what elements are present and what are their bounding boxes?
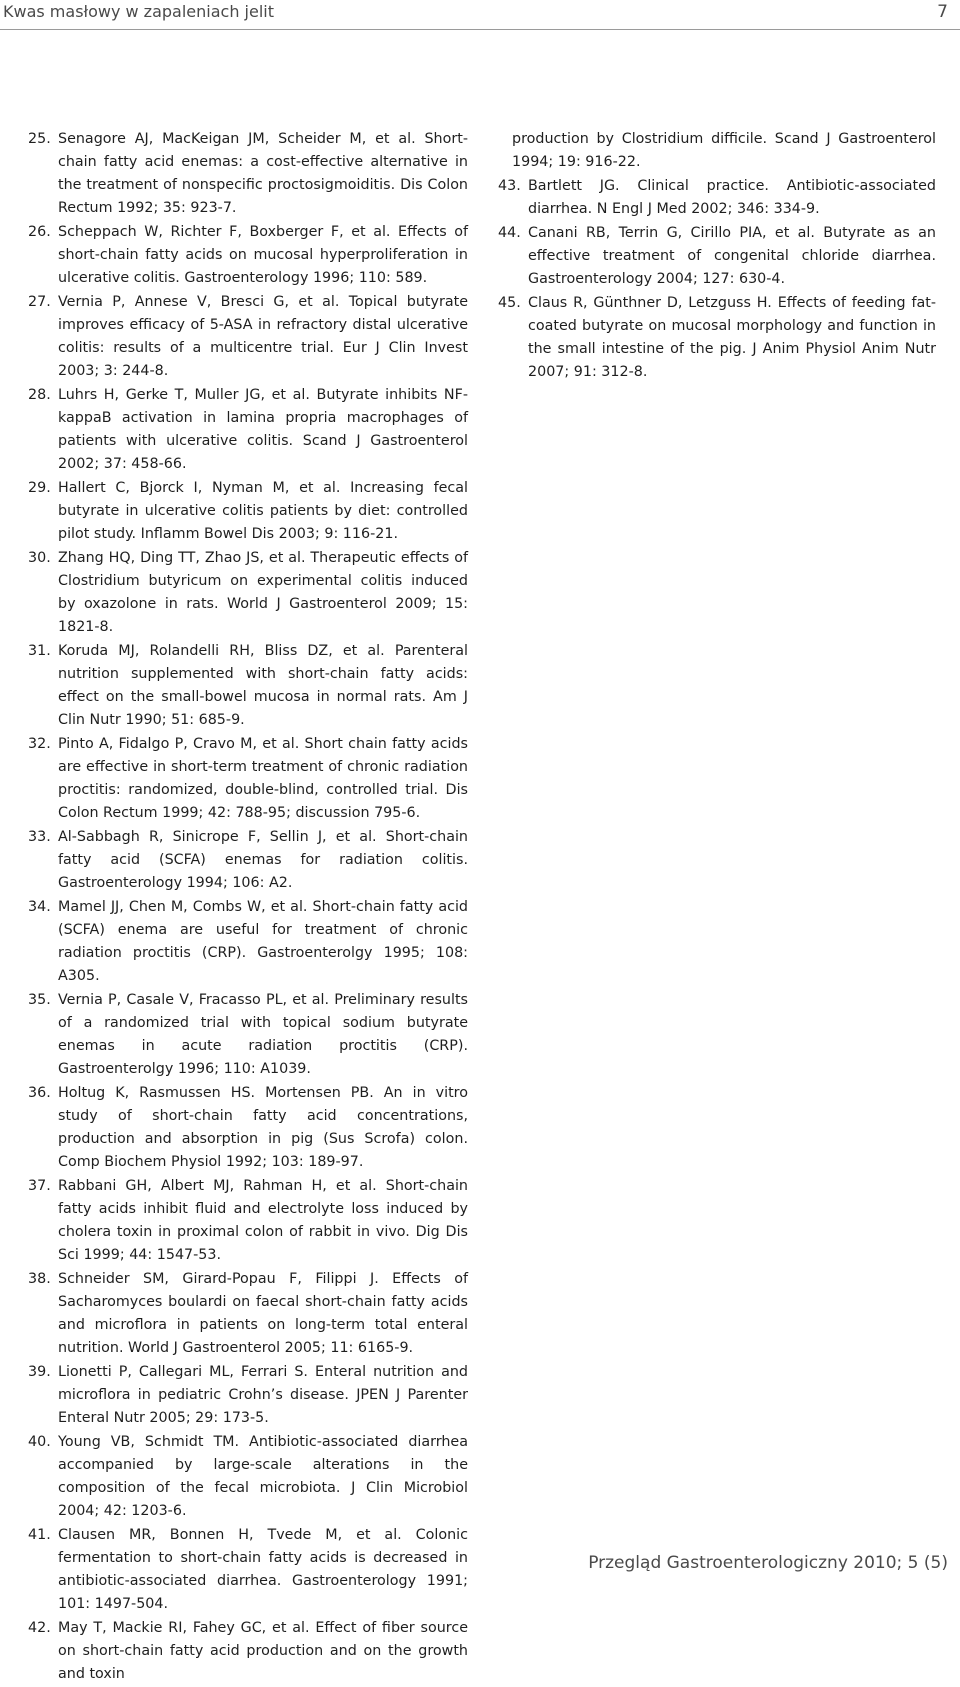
reference-text: Schneider SM, Girard-Popau F, Filippi J. Effects of Sacharomyces boulardi on faecal short-chain fatty acids and microflora in patients on long-term total enteral nutrition. World J Gastroenterol 2005; 11: 6165-9. — [58, 1271, 468, 1356]
reference-continuation — [498, 128, 936, 174]
header-rule — [0, 29, 960, 30]
reference-text: Luhrs H, Gerke T, Muller JG, et al. Butyrate inhibits NF-kappaB activation in lamina propria macrophages of patients with ulcerative colitis. Scand J Gastroenterol 2002; 37: 458-66. — [58, 387, 468, 472]
reference-number: 34. — [28, 899, 51, 915]
reference-number: 40. — [28, 1434, 51, 1450]
reference-number: 41. — [28, 1527, 51, 1543]
reference-item — [498, 292, 936, 384]
reference-number: 35. — [28, 992, 51, 1008]
reference-text: Zhang HQ, Ding TT, Zhao JS, et al. Therapeutic effects of Clostridium butyricum on experimental colitis induced by oxazolone in rats. World J Gastroenterol 2009; 15: 1821-8. — [58, 550, 468, 635]
reference-text: Rabbani GH, Albert MJ, Rahman H, et al. Short-chain fatty acids inhibit fluid and electrolyte loss induced by cholera toxin in proximal colon of rabbit in vivo. Dig Dis Sci 1999; 44: 1547-53. — [58, 1178, 468, 1263]
reference-item — [28, 1175, 468, 1267]
reference-item — [28, 826, 468, 895]
reference-text: Scheppach W, Richter F, Boxberger F, et al. Effects of short-chain fatty acids on mucosal hyperproliferation in ulcerative colitis. Gastroenterology 1996; 110: 589. — [58, 224, 468, 286]
reference-item — [28, 640, 468, 732]
reference-text: Hallert C, Bjorck I, Nyman M, et al. Increasing fecal butyrate in ulcerative colitis patients by diet: controlled pilot study. Inflamm Bowel Dis 2003; 9: 116-21. — [58, 480, 468, 542]
reference-number: 28. — [28, 387, 51, 403]
reference-number: 32. — [28, 736, 51, 752]
reference-text: production by Clostridium difficile. Scand J Gastroenterol 1994; 19: 916-22. — [512, 131, 936, 170]
reference-number: 25. — [28, 131, 51, 147]
reference-text: Bartlett JG. Clinical practice. Antibiotic-associated diarrhea. N Engl J Med 2002; 346: 334-9. — [528, 178, 936, 217]
references-left-column — [28, 128, 468, 1687]
reference-text: Vernia P, Casale V, Fracasso PL, et al. Preliminary results of a randomized trial with topical sodium butyrate enemas in acute radiation proctitis (CRP). Gastroenterolgy 1996; 110: A1039. — [58, 992, 468, 1077]
reference-text: May T, Mackie RI, Fahey GC, et al. Effect of fiber source on short-chain fatty acid production and on the growth and toxin — [58, 1620, 468, 1682]
reference-item — [28, 291, 468, 383]
reference-item — [28, 384, 468, 476]
reference-item — [28, 989, 468, 1081]
reference-item — [28, 1082, 468, 1174]
reference-number: 31. — [28, 643, 51, 659]
reference-number: 36. — [28, 1085, 51, 1101]
reference-number: 33. — [28, 829, 51, 845]
reference-text: Pinto A, Fidalgo P, Cravo M, et al. Short chain fatty acids are effective in short-term treatment of chronic radiation proctitis: randomized, double-blind, controlled trial. Dis Colon Rectum 1999; 42: 788-95; discussion 795-6. — [58, 736, 468, 821]
reference-text: Holtug K, Rasmussen HS. Mortensen PB. An in vitro study of short-chain fatty acid concentrations, production and absorption in pig (Sus Scrofa) colon. Comp Biochem Physiol 1992; 103: 189-97. — [58, 1085, 468, 1170]
reference-number: 39. — [28, 1364, 51, 1380]
reference-item — [498, 222, 936, 291]
reference-item — [28, 128, 468, 220]
reference-number: 44. — [498, 225, 521, 241]
reference-number: 29. — [28, 480, 51, 496]
reference-number: 30. — [28, 550, 51, 566]
reference-text: Vernia P, Annese V, Bresci G, et al. Topical butyrate improves efficacy of 5-ASA in refractory distal ulcerative colitis: results of a multicentre trial. Eur J Clin Invest 2003; 3: 244-8. — [58, 294, 468, 379]
reference-item — [28, 547, 468, 639]
reference-item — [28, 1524, 468, 1616]
reference-number: 38. — [28, 1271, 51, 1287]
references-right-column — [498, 128, 936, 385]
reference-item — [28, 1268, 468, 1360]
reference-text: Claus R, Günthner D, Letzguss H. Effects of feeding fat-coated butyrate on mucosal morphology and function in the small intestine of the pig. J Anim Physiol Anim Nutr 2007; 91: 312-8. — [528, 295, 936, 380]
reference-text: Koruda MJ, Rolandelli RH, Bliss DZ, et al. Parenteral nutrition supplemented with short-chain fatty acids: effect on the small-bowel mucosa in normal rats. Am J Clin Nutr 1990; 51: 685-9. — [58, 643, 468, 728]
reference-number: 37. — [28, 1178, 51, 1194]
journal-footer: Przegląd Gastroenterologiczny 2010; 5 (5) — [588, 1553, 948, 1573]
reference-text: Lionetti P, Callegari ML, Ferrari S. Enteral nutrition and microflora in pediatric Crohn’s disease. JPEN J Parenter Enteral Nutr 2005; 29: 173-5. — [58, 1364, 468, 1426]
reference-item — [28, 477, 468, 546]
reference-item — [28, 221, 468, 290]
reference-item — [28, 1431, 468, 1523]
reference-text: Mamel JJ, Chen M, Combs W, et al. Short-chain fatty acid (SCFA) enema are useful for treatment of chronic radiation proctitis (CRP). Gastroenterolgy 1995; 108: A305. — [58, 899, 468, 984]
running-title: Kwas masłowy w zapaleniach jelit — [3, 2, 274, 21]
reference-text: Senagore AJ, MacKeigan JM, Scheider M, et al. Short-chain fatty acid enemas: a cost-effective alternative in the treatment of nonspecific proctosigmoiditis. Dis Colon Rectum 1992; 35: 923-7. — [58, 131, 468, 216]
running-header — [0, 2, 960, 30]
reference-item — [498, 175, 936, 221]
reference-number: 43. — [498, 178, 521, 194]
reference-number: 42. — [28, 1620, 51, 1636]
page-number: 7 — [937, 2, 948, 22]
reference-item — [28, 733, 468, 825]
reference-number: 27. — [28, 294, 51, 310]
reference-number: 26. — [28, 224, 51, 240]
reference-text: Canani RB, Terrin G, Cirillo PIA, et al. Butyrate as an effective treatment of congenital chloride diarrhea. Gastroenterology 2004; 127: 630-4. — [528, 225, 936, 287]
reference-item — [28, 896, 468, 988]
reference-item — [28, 1361, 468, 1430]
reference-item — [28, 1617, 468, 1686]
reference-text: Young VB, Schmidt TM. Antibiotic-associated diarrhea accompanied by large-scale alterations in the composition of the fecal microbiota. J Clin Microbiol 2004; 42: 1203-6. — [58, 1434, 468, 1519]
reference-text: Clausen MR, Bonnen H, Tvede M, et al. Colonic fermentation to short-chain fatty acids is decreased in antibiotic-associated diarrhea. Gastroenterology 1991; 101: 1497-504. — [58, 1527, 468, 1612]
reference-text: Al-Sabbagh R, Sinicrope F, Sellin J, et al. Short-chain fatty acid (SCFA) enemas for radiation colitis. Gastroenterology 1994; 106: A2. — [58, 829, 468, 891]
reference-number: 45. — [498, 295, 521, 311]
